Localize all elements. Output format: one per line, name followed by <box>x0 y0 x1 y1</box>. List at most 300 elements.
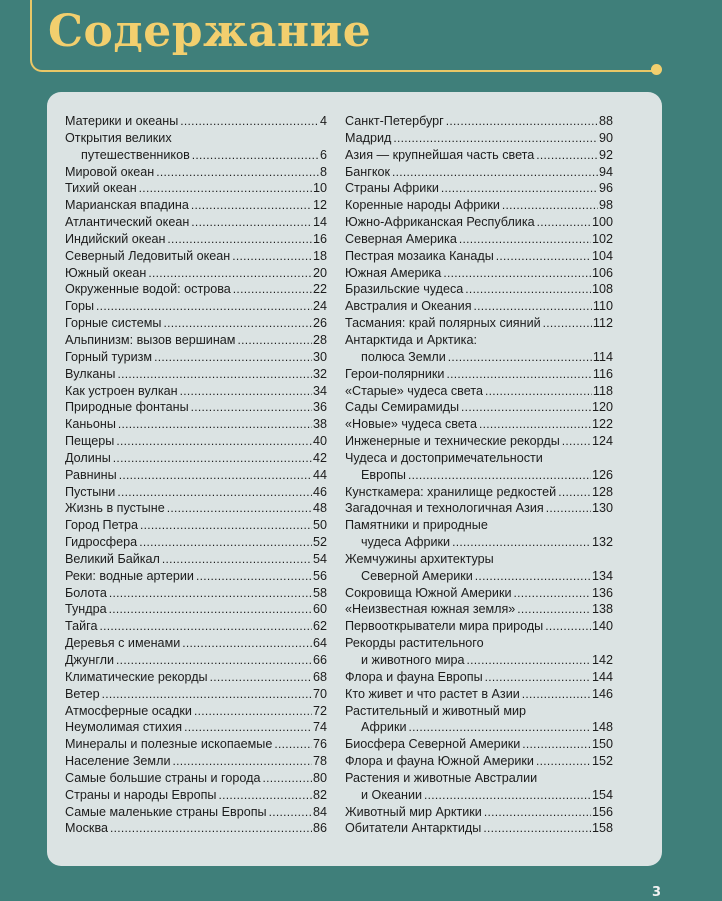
toc-entry-title: Джунгли <box>65 653 115 667</box>
toc-entry-title: путешественников <box>81 147 190 162</box>
dot-leader <box>484 804 591 821</box>
dot-leader <box>536 147 598 164</box>
toc-page-number: 100 <box>591 215 613 230</box>
dot-leader <box>196 568 312 585</box>
dot-leader <box>522 736 591 753</box>
toc-entry-title: Страны Африки <box>345 181 439 196</box>
toc-page-number: 66 <box>312 653 327 667</box>
toc-entry[interactable] <box>65 736 327 753</box>
toc-entry[interactable] <box>345 500 613 517</box>
toc-entry-title: Горные системы <box>65 316 162 331</box>
toc-entry[interactable] <box>65 399 327 416</box>
toc-entry[interactable] <box>345 551 613 585</box>
toc-entry-title: Природные фонтаны <box>65 400 189 415</box>
toc-entry[interactable] <box>345 315 613 332</box>
toc-entry[interactable] <box>345 484 613 501</box>
toc-page-number: 142 <box>591 653 613 667</box>
toc-entry-title: Пещеры <box>65 434 115 449</box>
toc-entry[interactable] <box>65 703 327 720</box>
toc-page-number: 148 <box>591 720 613 735</box>
toc-entry[interactable] <box>65 517 327 534</box>
dot-leader <box>192 147 319 164</box>
toc-page-number: 108 <box>591 282 613 297</box>
dot-leader <box>441 180 598 197</box>
toc-page-number: 90 <box>598 130 613 145</box>
dot-leader <box>154 349 312 366</box>
dot-leader <box>218 787 312 804</box>
toc-entry-title: Атлантический океан <box>65 215 190 230</box>
dot-leader <box>443 265 591 282</box>
toc-entry-title: Биосфера Северной Америки <box>345 737 521 752</box>
toc-entry-title: «Неизвестная южная земля» <box>345 602 516 617</box>
toc-entry-title: Каньоны <box>65 417 116 432</box>
toc-page-number: 132 <box>591 535 613 550</box>
toc-entry[interactable] <box>345 130 613 147</box>
toc-entry[interactable] <box>345 753 613 770</box>
toc-entry[interactable] <box>65 652 327 669</box>
toc-entry[interactable] <box>345 601 613 618</box>
toc-entry[interactable] <box>65 231 327 248</box>
toc-entry[interactable] <box>65 164 327 181</box>
toc-entry-title: Пустыни <box>65 484 116 499</box>
dot-leader <box>496 248 591 265</box>
toc-entry-title: Южно-Африканская Республика <box>345 215 535 230</box>
toc-entry[interactable] <box>65 248 327 265</box>
toc-entry-title: Африки <box>361 720 407 735</box>
toc-entry[interactable] <box>65 416 327 433</box>
dot-leader <box>167 231 312 248</box>
toc-page-number: 92 <box>598 147 613 162</box>
dot-leader <box>392 164 598 181</box>
toc-entry-title: Герои-полярники <box>345 366 445 381</box>
toc-entry[interactable] <box>345 248 613 265</box>
toc-entry[interactable] <box>345 517 613 551</box>
title-frame-dot <box>651 64 662 75</box>
toc-entry[interactable] <box>345 332 613 366</box>
dot-leader <box>393 130 598 147</box>
toc-entry-title: Великий Байкал <box>65 551 160 566</box>
toc-page-number: 156 <box>591 804 613 819</box>
dot-leader <box>184 719 312 736</box>
toc-page-number: 30 <box>312 349 327 364</box>
toc-page-number: 70 <box>312 686 327 701</box>
toc-entry-title: и Океании <box>361 787 423 802</box>
toc-page-number: 34 <box>312 383 327 398</box>
toc-entry-title: Санкт-Петербург <box>345 114 444 128</box>
toc-entry-title: Тасмания: край полярных сияний <box>345 316 541 331</box>
toc-entry[interactable] <box>345 585 613 602</box>
toc-entry[interactable] <box>345 416 613 433</box>
toc-entry[interactable] <box>65 315 327 332</box>
toc-page-number: 18 <box>312 248 327 263</box>
toc-entry-title: Австралия и Океания <box>345 299 472 314</box>
toc-entry[interactable] <box>345 281 613 298</box>
dot-leader <box>465 281 591 298</box>
toc-entry-title: Страны и народы Европы <box>65 787 217 802</box>
toc-entry-title: Ветер <box>65 686 100 701</box>
toc-page-number: 60 <box>312 602 327 617</box>
toc-entry-title: Мировой океан <box>65 164 155 179</box>
toc-page-number: 68 <box>312 669 327 684</box>
toc-page-number: 36 <box>312 400 327 415</box>
toc-page-number: 134 <box>591 568 613 583</box>
toc-entry-title: Москва <box>65 821 108 836</box>
toc-entry-title: и животного мира <box>361 653 465 667</box>
toc-entry-title: Город Петра <box>65 518 138 533</box>
toc-entry-title: Климатические рекорды <box>65 669 208 684</box>
dot-leader <box>139 534 312 551</box>
toc-page-number: 8 <box>319 164 327 179</box>
dot-leader <box>537 214 591 231</box>
toc-entry[interactable] <box>65 450 327 467</box>
toc-entry-title: Бангкок <box>345 164 390 179</box>
toc-page-number: 114 <box>592 349 613 364</box>
toc-entry[interactable] <box>65 551 327 568</box>
dot-leader <box>172 753 312 770</box>
dot-leader <box>117 484 312 501</box>
toc-page-number: 106 <box>591 265 613 280</box>
toc-entry-title: Памятники и природные <box>345 518 488 533</box>
dot-leader <box>558 484 591 501</box>
toc-entry[interactable] <box>65 753 327 770</box>
toc-entry[interactable] <box>65 366 327 383</box>
dot-leader <box>156 164 319 181</box>
toc-page-number: 126 <box>591 467 613 482</box>
toc-page-number: 32 <box>312 366 327 381</box>
toc-entry-title: полюса Земли <box>361 349 446 364</box>
toc-entry-title: Самые большие страны и города <box>65 770 261 785</box>
toc-page-number: 44 <box>312 467 327 482</box>
dot-leader <box>543 315 592 332</box>
toc-entry-title: Материки и океаны <box>65 114 179 128</box>
toc-entry[interactable] <box>345 450 613 484</box>
toc-page-number: 22 <box>312 282 327 297</box>
dot-leader <box>485 383 592 400</box>
dot-leader <box>116 652 312 669</box>
toc-entry-title: Инженерные и технические рекорды <box>345 434 560 449</box>
title-frame-underline <box>30 58 652 72</box>
toc-entry[interactable] <box>345 770 613 804</box>
dot-leader <box>269 804 312 821</box>
dot-leader <box>182 635 312 652</box>
dot-leader <box>194 703 312 720</box>
toc-page-number: 24 <box>312 299 327 314</box>
toc-entry-title: Азия — крупнейшая часть света <box>345 147 535 162</box>
toc-entry[interactable] <box>345 433 613 450</box>
toc-entry-title: Население Земли <box>65 754 171 769</box>
toc-page-number: 130 <box>591 501 613 516</box>
toc-page-number: 74 <box>312 720 327 735</box>
dot-leader <box>545 618 591 635</box>
toc-entry-title: Флора и фауна Европы <box>345 669 483 684</box>
toc-entry[interactable] <box>65 180 327 197</box>
toc-entry-title: Коренные народы Африки <box>345 198 500 213</box>
toc-entry-title: Жизнь в пустыне <box>65 501 165 516</box>
dot-leader <box>475 568 591 585</box>
toc-entry[interactable] <box>345 164 613 181</box>
toc-page-number: 120 <box>591 400 613 415</box>
dot-leader <box>232 248 312 265</box>
toc-entry-title: Тайга <box>65 619 98 634</box>
toc-entry[interactable] <box>65 500 327 517</box>
toc-page-number: 138 <box>591 602 613 617</box>
toc-entry-title: Открытия великих <box>65 130 172 145</box>
toc-entry-title: Реки: водные артерии <box>65 568 194 583</box>
toc-page-number: 94 <box>598 164 613 179</box>
toc-page-number: 78 <box>312 754 327 769</box>
toc-entry-title: Рекорды растительного <box>345 636 484 651</box>
toc-entry-title: чудеса Африки <box>361 535 451 550</box>
toc-entry[interactable] <box>345 214 613 231</box>
toc-entry-title: Минералы и полезные ископаемые <box>65 737 273 752</box>
dot-leader <box>233 281 312 298</box>
toc-entry-title: Окруженные водой: острова <box>65 282 231 297</box>
toc-page-number: 88 <box>598 114 613 128</box>
toc-page-number: 46 <box>312 484 327 499</box>
page-number: 3 <box>652 885 662 900</box>
toc-entry-title: «Новые» чудеса света <box>345 417 478 432</box>
toc-entry-title: Обитатели Антарктиды <box>345 821 482 836</box>
toc-page-number: 42 <box>312 450 327 465</box>
dot-leader <box>109 601 312 618</box>
toc-page-number: 98 <box>598 198 613 213</box>
toc-entry-title: Растительный и животный мир <box>345 703 527 718</box>
toc-entry-title: Флора и фауна Южной Америки <box>345 754 534 769</box>
toc-entry[interactable] <box>345 686 613 703</box>
toc-entry[interactable] <box>345 703 613 737</box>
toc-entry-title: Марианская впадина <box>65 198 189 213</box>
toc-entry[interactable] <box>65 719 327 736</box>
toc-entry[interactable] <box>65 820 327 837</box>
toc-page-number: 48 <box>312 501 327 516</box>
dot-leader <box>485 669 591 686</box>
dot-leader <box>461 399 591 416</box>
toc-entry[interactable] <box>345 820 613 837</box>
toc-page-number: 38 <box>312 417 327 432</box>
title-frame-line <box>30 0 32 58</box>
toc-entry[interactable] <box>65 618 327 635</box>
toc-page-number: 146 <box>591 686 613 701</box>
toc-page-number: 86 <box>312 821 327 836</box>
toc-page-number: 140 <box>591 619 613 634</box>
dot-leader <box>113 450 312 467</box>
toc-right-column <box>345 113 613 837</box>
dot-leader <box>546 500 591 517</box>
dot-leader <box>274 736 312 753</box>
dot-leader <box>117 366 312 383</box>
toc-entry[interactable] <box>345 635 613 669</box>
toc-entry[interactable] <box>65 585 327 602</box>
toc-entry[interactable] <box>65 568 327 585</box>
dot-leader <box>191 399 312 416</box>
toc-entry[interactable] <box>65 281 327 298</box>
toc-entry[interactable] <box>65 332 327 349</box>
toc-entry-title: Как устроен вулкан <box>65 383 178 398</box>
toc-entry[interactable] <box>65 686 327 703</box>
dot-leader <box>408 467 591 484</box>
dot-leader <box>409 719 591 736</box>
toc-entry-title: Деревья с именами <box>65 636 181 651</box>
toc-entry-title: Сады Семирамиды <box>345 400 460 415</box>
toc-entry[interactable] <box>65 197 327 214</box>
toc-entry-title: Гидросфера <box>65 535 138 550</box>
toc-entry-title: Жемчужины архитектуры <box>345 551 494 566</box>
toc-entry[interactable] <box>345 804 613 821</box>
toc-entry[interactable] <box>65 265 327 282</box>
toc-entry-title: Неумолимая стихия <box>65 720 183 735</box>
toc-page-number: 56 <box>312 568 327 583</box>
dot-leader <box>96 298 312 315</box>
toc-entry[interactable] <box>345 383 613 400</box>
toc-entry-title: Кто живет и что растет в Азии <box>345 686 520 701</box>
dot-leader <box>502 197 598 214</box>
toc-entry[interactable] <box>65 214 327 231</box>
toc-page-number: 76 <box>312 737 327 752</box>
dot-leader <box>109 585 312 602</box>
toc-entry[interactable] <box>345 113 613 130</box>
toc-page-number: 64 <box>312 636 327 651</box>
dot-leader <box>237 332 312 349</box>
toc-page-number: 80 <box>312 770 327 785</box>
toc-entry-title: Северная Америка <box>345 231 457 246</box>
toc-entry[interactable] <box>65 298 327 315</box>
toc-page-number: 102 <box>591 231 613 246</box>
dot-leader <box>483 820 591 837</box>
toc-page-number: 118 <box>592 383 613 398</box>
toc-page-number: 10 <box>312 181 327 196</box>
toc-entry[interactable] <box>65 601 327 618</box>
toc-page-number: 158 <box>591 821 613 836</box>
toc-entry[interactable] <box>65 113 327 130</box>
toc-page-number: 40 <box>312 434 327 449</box>
dot-leader <box>536 753 591 770</box>
dot-leader <box>517 601 591 618</box>
toc-page-number: 72 <box>312 703 327 718</box>
dot-leader <box>162 551 312 568</box>
toc-page-number: 116 <box>592 366 613 381</box>
dot-leader <box>448 349 592 366</box>
dot-leader <box>118 416 312 433</box>
toc-page-number: 4 <box>319 114 327 128</box>
toc-entry-title: Европы <box>361 467 406 482</box>
dot-leader <box>514 585 591 602</box>
toc-entry-title: Болота <box>65 585 107 600</box>
dot-leader <box>167 500 312 517</box>
toc-entry-title: Растения и животные Австралии <box>345 770 538 785</box>
toc-page-number: 12 <box>312 198 327 213</box>
toc-entry-title: Мадрид <box>345 130 392 145</box>
toc-page-number: 28 <box>312 332 327 347</box>
dot-leader <box>180 383 312 400</box>
dot-leader <box>100 618 312 635</box>
toc-page-number: 82 <box>312 787 327 802</box>
toc-entry[interactable] <box>345 147 613 164</box>
toc-entry[interactable] <box>65 484 327 501</box>
toc-entry-title: Вулканы <box>65 366 116 381</box>
toc-entry[interactable] <box>345 399 613 416</box>
toc-entry-title: Южная Америка <box>345 265 442 280</box>
toc-entry[interactable] <box>65 669 327 686</box>
dot-leader <box>522 686 591 703</box>
toc-page-number: 152 <box>591 754 613 769</box>
toc-entry[interactable] <box>65 804 327 821</box>
toc-page-number: 52 <box>312 535 327 550</box>
toc-entry-title: Тихий океан <box>65 181 137 196</box>
toc-entry-title: Сокровища Южной Америки <box>345 585 512 600</box>
toc-entry-title: Загадочная и технологичная Азия <box>345 501 544 516</box>
dot-leader <box>262 770 312 787</box>
toc-entry[interactable] <box>345 180 613 197</box>
toc-page-number: 154 <box>591 787 613 802</box>
toc-entry[interactable] <box>345 618 613 635</box>
toc-entry[interactable] <box>345 366 613 383</box>
toc-entry[interactable] <box>345 736 613 753</box>
toc-entry[interactable] <box>65 770 327 787</box>
toc-page-number: 122 <box>591 417 613 432</box>
toc-entry[interactable] <box>65 383 327 400</box>
toc-entry[interactable] <box>65 349 327 366</box>
toc-entry[interactable] <box>65 787 327 804</box>
dot-leader <box>191 214 312 231</box>
dot-leader <box>479 416 591 433</box>
toc-page-number: 16 <box>312 231 327 246</box>
dot-leader <box>459 231 591 248</box>
toc-page-number: 14 <box>312 215 327 230</box>
dot-leader <box>474 298 592 315</box>
toc-entry[interactable] <box>345 669 613 686</box>
toc-page-number: 50 <box>312 518 327 533</box>
toc-page-number: 150 <box>591 737 613 752</box>
toc-page-number: 112 <box>592 316 613 331</box>
dot-leader <box>452 534 591 551</box>
dot-leader <box>116 433 312 450</box>
toc-entry[interactable] <box>65 635 327 652</box>
toc-entry-title: Равнины <box>65 467 117 482</box>
toc-entry-title: Индийский океан <box>65 231 166 246</box>
toc-entry[interactable] <box>65 433 327 450</box>
dot-leader <box>446 113 598 130</box>
toc-page-number: 96 <box>598 181 613 196</box>
dot-leader <box>467 652 591 669</box>
toc-entry[interactable] <box>65 534 327 551</box>
toc-entry[interactable] <box>345 298 613 315</box>
dot-leader <box>140 517 312 534</box>
dot-leader <box>139 180 312 197</box>
toc-entry-title: Долины <box>65 450 111 465</box>
toc-entry[interactable] <box>345 197 613 214</box>
dot-leader <box>110 820 312 837</box>
toc-page-number: 136 <box>591 585 613 600</box>
toc-entry-title: Атмосферные осадки <box>65 703 192 718</box>
dot-leader <box>210 669 312 686</box>
toc-entry-title: Горы <box>65 299 95 314</box>
toc-page-number: 124 <box>591 434 613 449</box>
toc-page-number: 58 <box>312 585 327 600</box>
dot-leader <box>191 197 312 214</box>
toc-entry[interactable] <box>345 265 613 282</box>
toc-page-number: 26 <box>312 316 327 331</box>
toc-entry[interactable] <box>345 231 613 248</box>
toc-page-number: 128 <box>591 484 613 499</box>
dot-leader <box>102 686 312 703</box>
dot-leader <box>148 265 312 282</box>
dot-leader <box>119 467 312 484</box>
toc-entry[interactable] <box>65 130 327 164</box>
toc-page-number: 62 <box>312 619 327 634</box>
toc-entry-title: Альпинизм: вызов вершинам <box>65 332 236 347</box>
dot-leader <box>562 433 591 450</box>
toc-entry[interactable] <box>65 467 327 484</box>
